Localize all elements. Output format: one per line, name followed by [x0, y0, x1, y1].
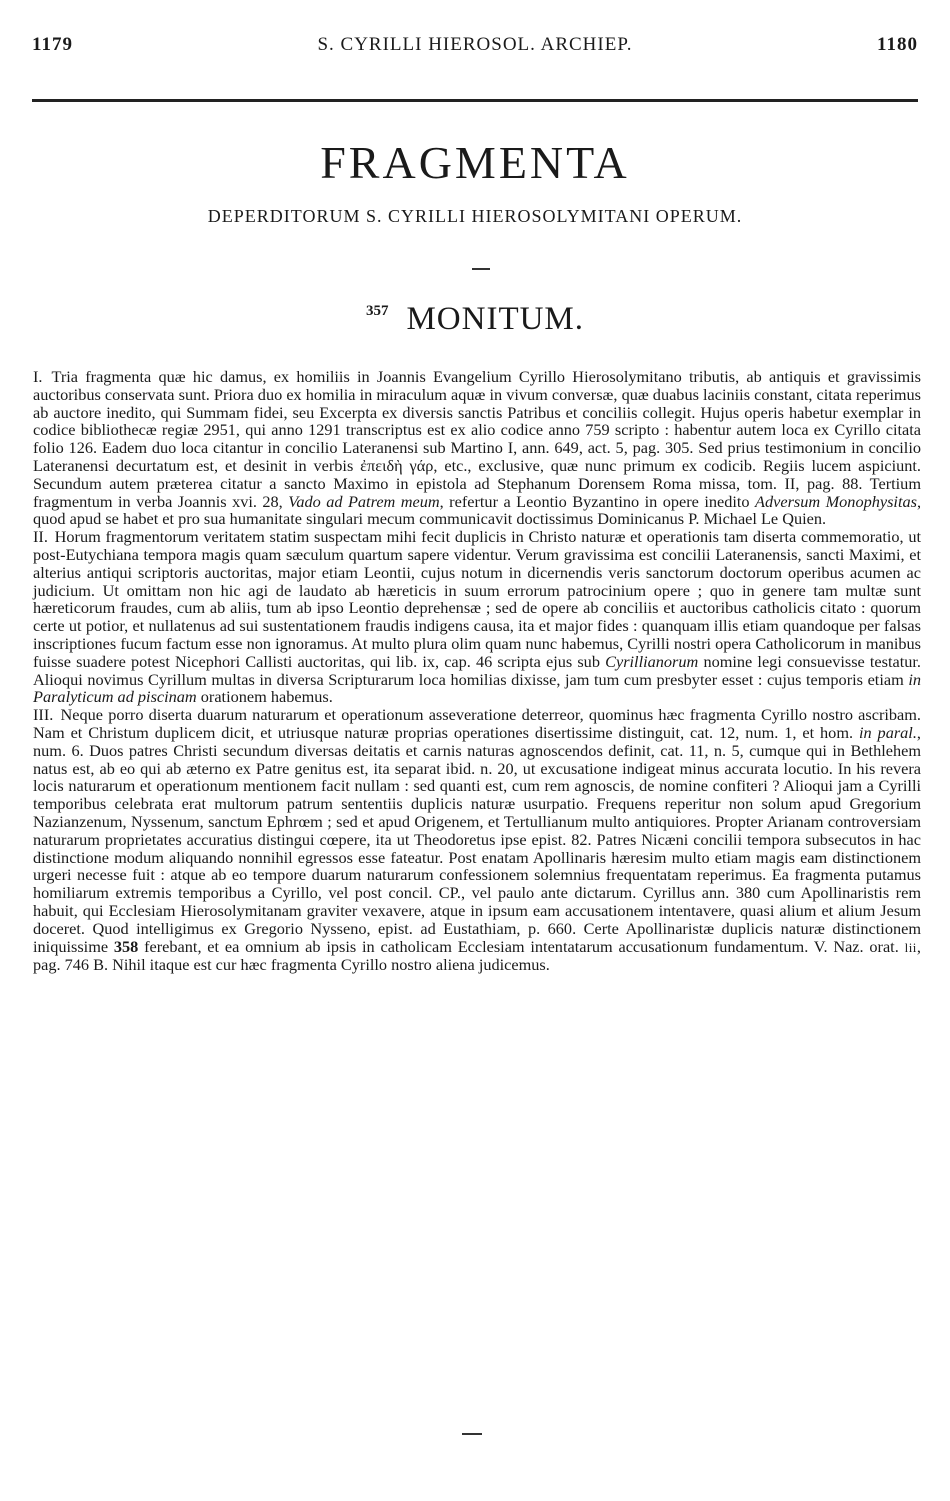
- text-run: , num. 6. Duos patres Christi secundum diversas deitatis et carnis naturas agnoscendos definit, cat. 11, n. 5, cumque qui in Bethlehem natus est, ab eo qui ab æterno ex Patre genitus est, ita separat ibid. n. 20, ut excusatione indigeat minus accurata locutio. In his revera locis naturarum et operationum mentionem facit nullam : sed quanti est, cum rem agnoscis, de nomine confiteri ? Alioqui jam a Cyrilli temporibus celebrata erat multorum patrum sententiis duplicis naturæ usurpatio. Frequens reperitur non solum apud Gregorium Nazianzenum, Nyssenum, sanctum Ephrœm ; sed et apud Origenem, et Tertullianum multo antiquiores. Propter Arianam controversiam naturarum proprietates accuratius distingui cœpere, ita ut Theodoretus ipse epist. 82. Patres Nicæni concilii tempora subsecutos in hac distinctione modum aliquando nonnihil egressos esse fateatur. Post enatam Apollinaris hæresim multo etiam magis eam distinctionem urgeri necesse fuit : atque ab eo tempore duarum naturarum confessionem solemnius frequentatam reperimus. Ea fragmenta putamus homiliarum extremis temporibus a Cyrillo, vel post concil. CP., vel paulo ante dictarum. Cyrillus ann. 380 cum Apollinaristis rem habuit, qui Ecclesiam Hierosolymitanam graviter vexavere, atque in ipsum eam accusationem intentavere, quasi alium et alium Jesum doceret. Quod intelligimus ex Gregorio Nysseno, epist. ad Eustathiam, p. 660. Certe Apollinaristæ duplicis naturæ distinctionem iniquissime: [33, 722, 921, 956]
- margin-number: 357: [365, 303, 389, 319]
- page-subtitle: DEPERDITORUM S. CYRILLI HIEROSOLYMITANI OPERUM.: [207, 206, 743, 226]
- ornament-dash-bottom: [462, 1433, 482, 1435]
- paragraph-3: [33, 706, 921, 974]
- paragraph-2: [33, 528, 921, 706]
- text-run: Horum fragmentorum veritatem statim suspectam mihi fecit duplicis in Christo naturæ et operationis tam diserta commemoratio, ut post-Eutychiana tempora magis quam sæculum quartum sapere videntur. Verum gravissima est concilii Lateranensis, sancti Maximi, et alterius antiqui scriptoris auctoritas, major etiam Leontii, cujus notum in dicernendis veris sanctorum doctorum operibus acumen ac judicium. Ut omittam non hic agi de laudato ab hæreticis in suum errorum patrocinium opere ; quo in genere tam multæ sunt hæreticorum fraudes, cum ab aliis, tum ab ipso Leontio deprehensæ ; sed de opere ab conciliis et auctoribus catholicis citato : quorum certe ut potior, et nullatenus ad sui sustentationem fraudis indigens causa, ita et major fides : quanquam illis etiam quandoque per falsas inscriptiones fucum factum esse non ignoramus. At multo plura olim quam nunc habemus, Cyrilli nostri opera Catholicorum in manibus fuisse suadere potest Nicephori Callisti auctoritas, qui lib. ix, cap. 46 scripta ejus sub: [33, 527, 921, 671]
- header-rule: [32, 99, 918, 102]
- text-run: nomine legi consuevisse testatur. Alioqui novimus Cyrillum multas in diversa Scripturarum loca homilias dixisse, jam tum cum presbyter esset : cujus temporis etiam: [33, 651, 921, 689]
- italic-run: Cyrillianorum: [605, 651, 699, 671]
- italic-run: Adversum Monophysitas: [755, 491, 917, 511]
- text-run: ferebant, et ea omnium ab ipsis in catholicam Ecclesiam intentatarum accusationum fundamentum. V. Naz. orat.: [138, 936, 905, 956]
- small-caps-run: lii: [904, 939, 917, 955]
- text-run: Neque porro diserta duarum naturarum et operationum asseveratione deterreor, quominus hæc fragmenta Cyrillo nostro ascribam. Nam et Christum duplicem dicit, et utriusque naturæ proprias operationes disertissime distinguit, cat. 12, num. 1, et hom.: [33, 705, 921, 742]
- italic-run: Vado ad Patrem meum: [288, 491, 440, 511]
- text-run: , pag. 746 B. Nihil itaque est cur hæc fragmenta Cyrillo nostro aliena judicemus.: [33, 936, 921, 975]
- page-number-left: 1179: [32, 34, 73, 55]
- running-head: [32, 34, 918, 60]
- margin-number-inline: 358: [113, 936, 139, 956]
- text-run: , quod apud se habet et pro sua humanitate singulari mecum communicavit doctissimus Dominicanus P. Michael Le Quien.: [33, 491, 922, 529]
- text-run: , refertur a Leontio Byzantino in opere inedito: [439, 491, 756, 511]
- italic-run: in paral.: [858, 722, 917, 742]
- page-number-right: 1180: [877, 34, 918, 55]
- text-run: Tria fragmenta quæ hic damus, ex homiliis in Joannis Evangelium Cyrillo Hierosolymitano tributis, ab antiquis et gravissimis auctoribus conservata sunt. Priora duo ex homilia in miraculum aquæ in vivum conversæ, quæ duabus laciniis constant, citata reperimus ab auctore inedito, qui Summam fidei, seu Excerpta ex diversis sanctis Patribus et conciliis collegit. Hujus operis habetur exemplar in codice bibliothecæ regiæ 2951, qui anno 1291 transcriptus est ex alio codice anno 759 scripto : habentur autem loca ex Cyrillo citata folio 126. Eadem duo loca citantur in concilio Lateranensi sub Martino I, ann. 649, act. 5, pag. 305. Sed prius testimonium in concilio Lateranensi decurtatum est, et desinit in verbis ἐπειδὴ γάρ, etc., exclusive, quæ nunc primum ex codicib. Regiis lucem aspiciunt. Secundum autem prætereа citatur a sancto Maximo in epistola ad Stephanum Dorensem Roma missa, tom. II, pag. 88. Tertium fragmentum in verba Joannis xvi. 28,: [33, 367, 921, 511]
- paragraph-number: II.: [33, 527, 48, 547]
- running-title: S. CYRILLI HIEROSOL. ARCHIEP.: [317, 34, 633, 55]
- paragraph-number: III.: [33, 705, 54, 725]
- body-text: [33, 368, 921, 974]
- page-title: FRAGMENTA: [320, 137, 630, 188]
- italic-run: in Paralyticum ad piscinam: [33, 669, 921, 707]
- paragraph-1: [33, 368, 921, 528]
- ornament-dash: [472, 268, 490, 270]
- text-run: orationem habemus.: [196, 687, 333, 707]
- section-heading-text: MONITUM.: [406, 301, 585, 337]
- paragraph-number: I.: [33, 367, 43, 386]
- section-heading: [0, 301, 950, 338]
